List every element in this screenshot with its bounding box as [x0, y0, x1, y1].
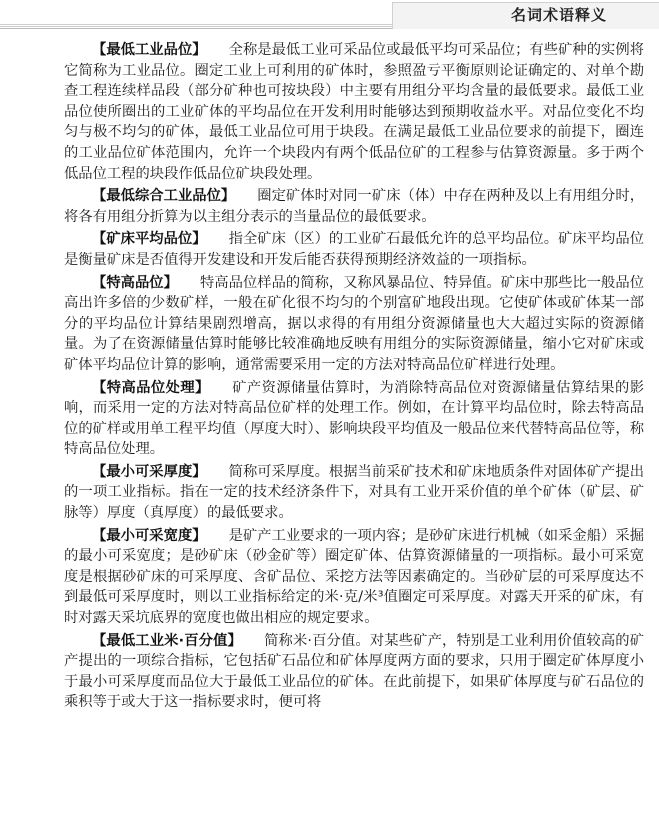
entry-definition: 特高品位样品的简称，又称风暴品位、特异值。矿床中那些比一般品位高出许多倍的少数矿样，一般在矿化很不均匀的个别富矿地段出现。它使矿体或矿体某一部分的平均品位计算结果剧烈增高，据以求得的有用组分资源储量也大大超过实际的资源储量。为了在资源储量估算时能够比较准确地反映有用组分的实际资源储量，缩小它对矿床或矿体平均品位计算的影响，通常需要采用一定的方法对特高品位矿样进行处理。 [64, 274, 645, 373]
entry-definition: 简称可采厚度。根据当前采矿技术和矿床地质条件对固体矿产提出的一项工业指标。指在一定的技术经济条件下，对具有工业开采价值的单个矿体（矿层、矿脉等）厚度（真厚度）的最低要求。 [64, 463, 644, 522]
running-header [0, 0, 659, 30]
glossary-entry [64, 40, 644, 184]
entry-term: 【矿床平均品位】 [92, 231, 207, 248]
entry-definition: 指全矿床（区）的工业矿石最低允许的总平均品位。矿床平均品位是衡量矿床是否值得开发建设和开发后能否获得预期经济效益的一项指标。 [64, 231, 644, 268]
entry-definition: 简称米·百分值。对某些矿产，特别是工业利用价值较高的矿产提出的一项综合指标，它包括矿石品位和矿体厚度两方面的要求，只用于圈定矿体厚度小于最小可采厚度而品位大于最低工业品位的矿体。在此前提下，如果矿体厚度与矿石品位的乘积等于或大于这一指标要求时，便可将 [64, 632, 644, 711]
glossary-entry [64, 631, 644, 713]
glossary-entry [64, 186, 644, 227]
entry-term: 【最低工业米·百分值】 [92, 632, 242, 649]
entry-definition: 全称是最低工业可采品位或最低平均可采品位；有些矿种的实例将它简称为工业品位。圈定工业上可利用的矿体时，参照盈亏平衡原则论证确定的、对单个勘查工程连续样品段（部分矿种也可按块段）中主要有用组分平均含量的最低要求。最低工业品位使所圈出的工业矿体的平均品位在开发利用时能够达到预期收益水平。对品位变化不均匀与极不均匀的矿体，最低工业品位可用于块段。在满足最低工业品位要求的前提下，圈连的工业品位矿体范围内，允许一个块段内有两个低品位矿的工程参与估算资源量。多于两个低品位工程的块段作低品位矿块段处理。 [64, 42, 644, 182]
entry-definition: 是矿产工业要求的一项内容；是砂矿床进行机械（如采金船）采掘的最小可采宽度；是砂矿床（砂金矿等）圈定矿体、估算资源储量的一项指标。最小可采宽度是根据砂矿床的可采厚度、含矿品位、采挖方法等因素确定的。当砂矿层的可采厚度达不到最低可采厚度时，则以工业指标给定的米·克/米³值圈定可采厚度。对露天开采的矿床，有时对露天采坑底界的宽度也做出相应的规定要求。 [64, 527, 644, 627]
glossary-entry [64, 526, 644, 629]
glossary-entry [64, 229, 644, 270]
glossary-body [64, 40, 644, 713]
glossary-entry [64, 378, 644, 460]
entry-definition: 矿产资源储量估算时，为消除特高品位对资源储量估算结果的影响，而采用一定的方法对特高品位矿样的处理工作。例如，在计算平均品位时，除去特高品位的矿样或用单工程平均值（厚度大时）、影响块段平均值及一般品位来代替特高品位等，称特高品位处理。 [64, 379, 645, 458]
entry-term: 【最低综合工业品位】 [92, 188, 236, 205]
entry-definition: 圈定矿体时对同一矿床（体）中存在两种及以上有用组分时，将各有用组分折算为以主组分表示的当量品位的最低要求。 [64, 188, 645, 225]
glossary-entry [64, 462, 644, 524]
entry-term: 【最低工业品位】 [92, 42, 207, 58]
entry-term: 【特高品位处理】 [92, 379, 210, 396]
glossary-entry [64, 273, 644, 376]
running-head-title: 名词术语释义 [511, 6, 608, 24]
entry-term: 【最小可采宽度】 [92, 527, 207, 544]
entry-term: 【特高品位】 [92, 274, 178, 291]
entry-term: 【最小可采厚度】 [92, 463, 207, 480]
